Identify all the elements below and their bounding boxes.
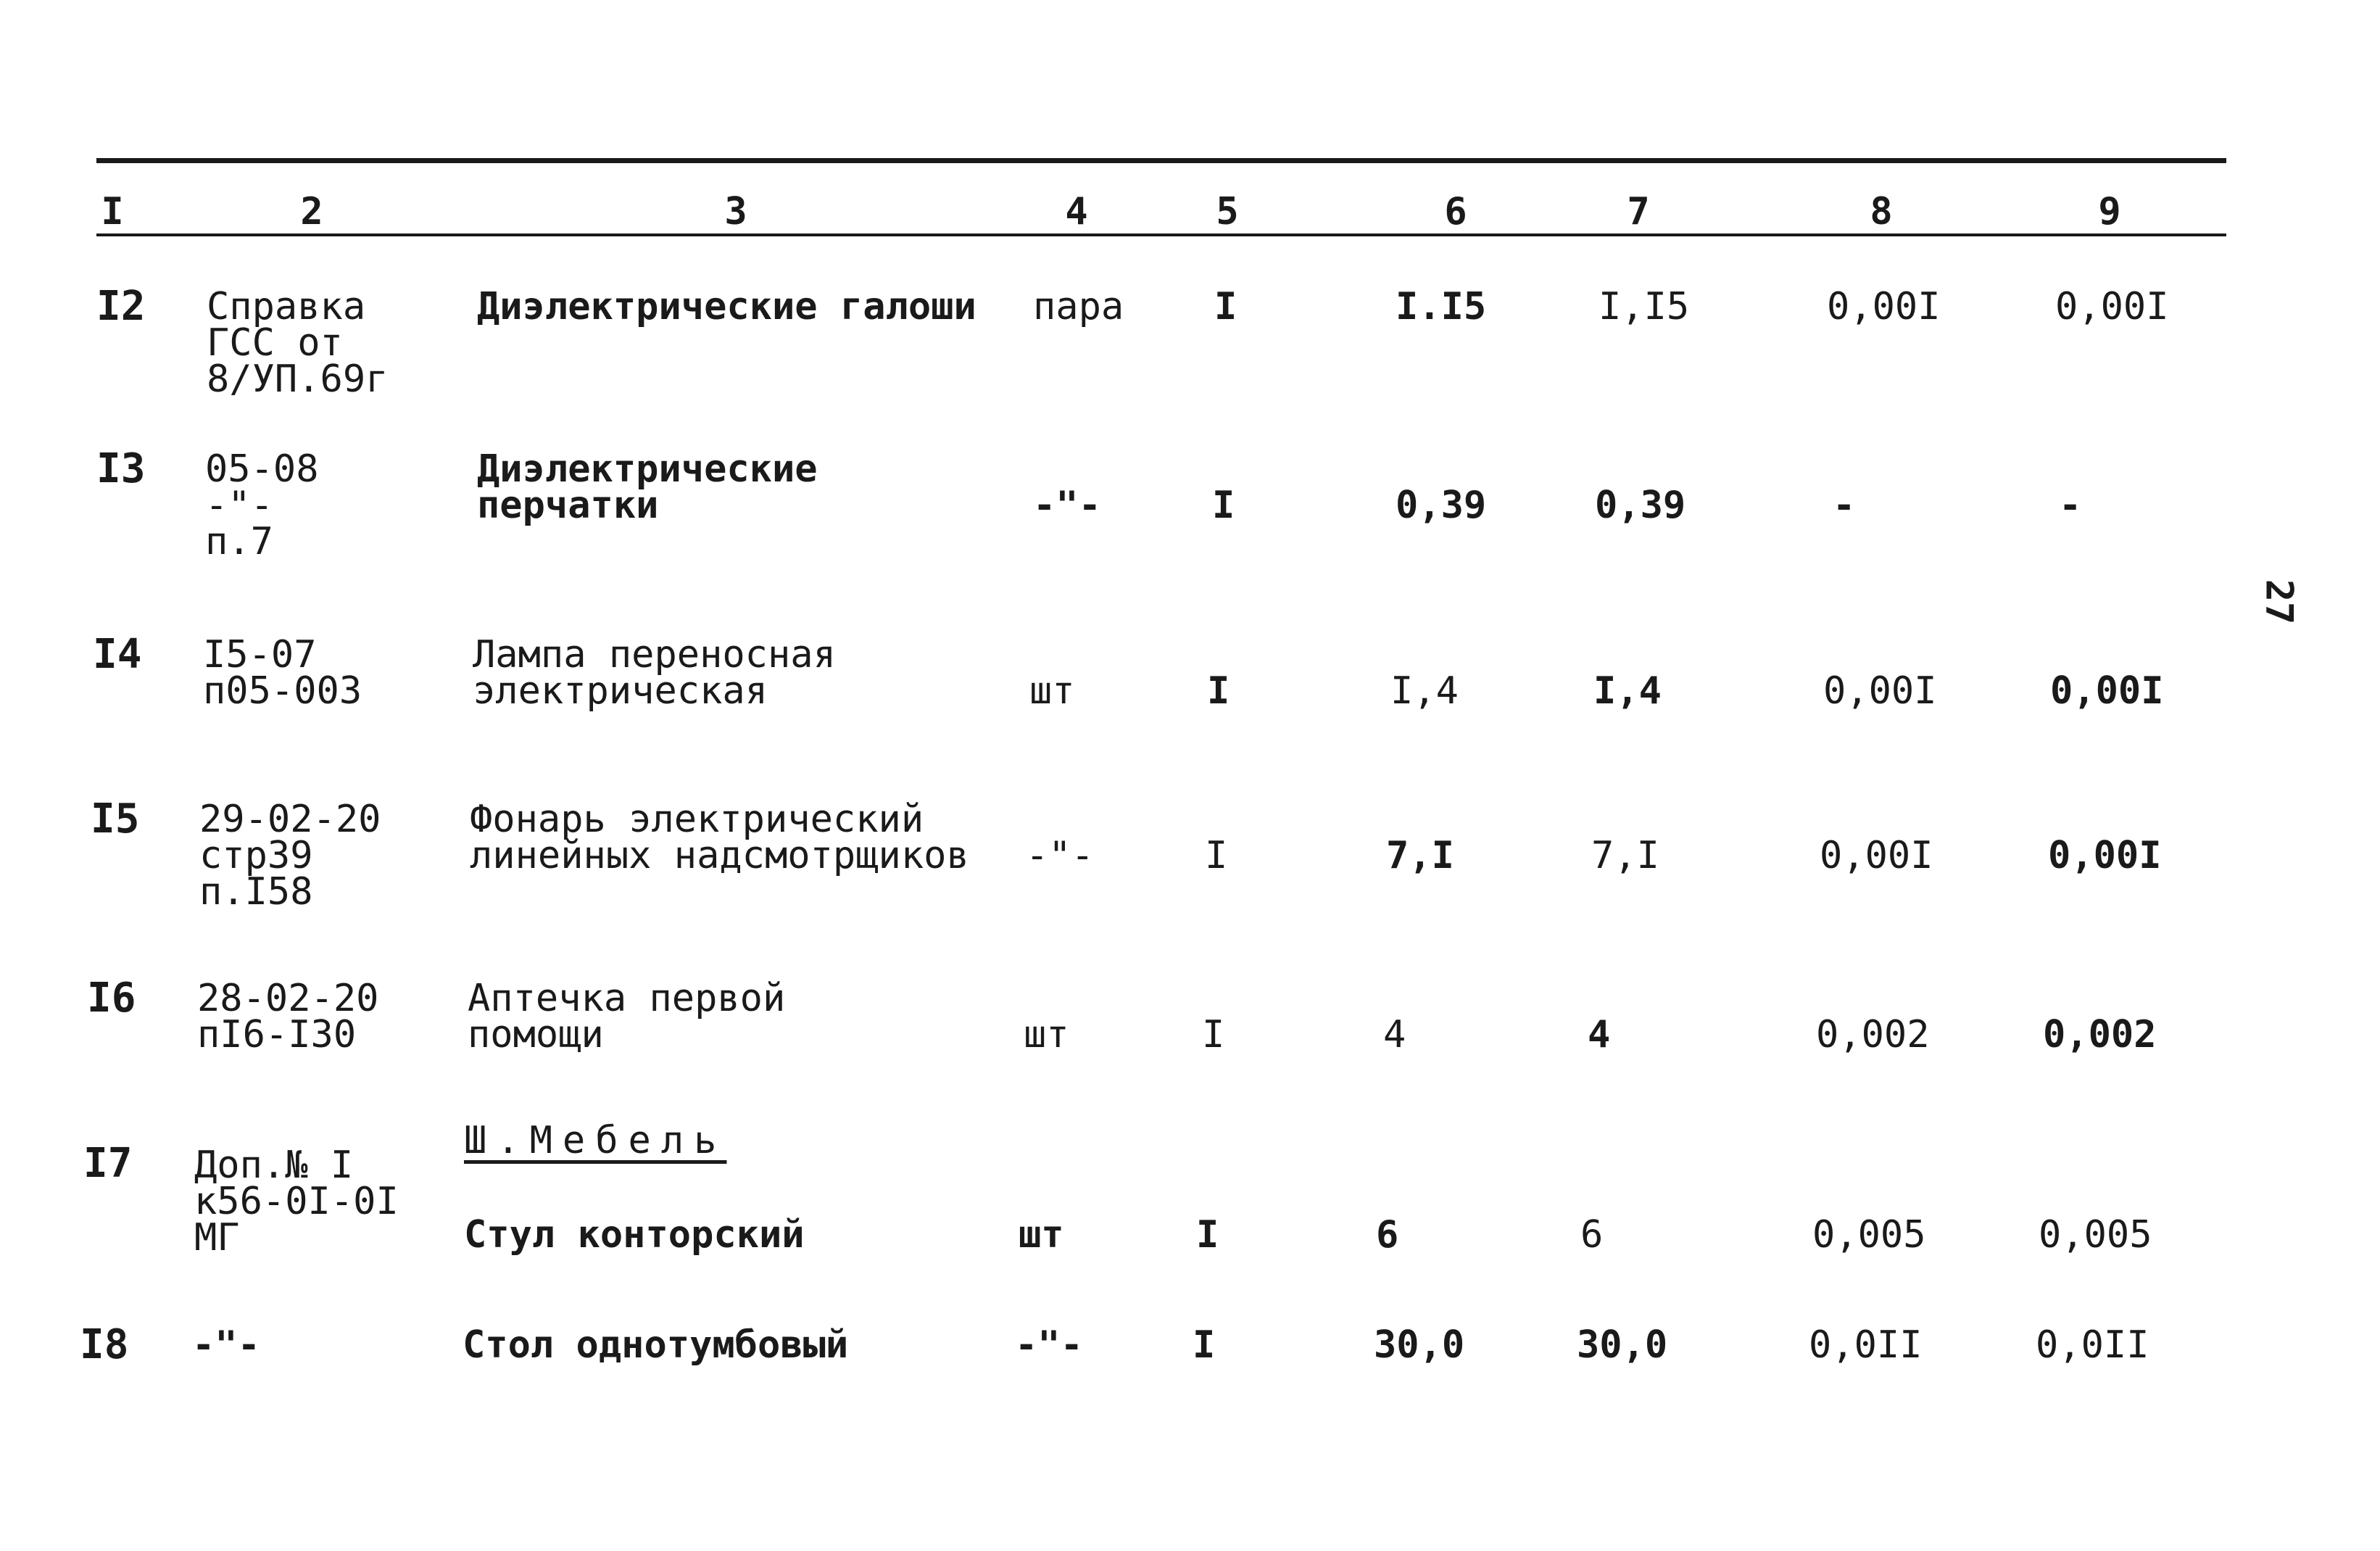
value-col8: 0,00I (1820, 834, 1933, 877)
quantity: I (1212, 484, 1235, 527)
value-col8: 0,00I (1827, 285, 1941, 328)
column-header-1: I (101, 190, 124, 233)
row-number: I5 (91, 795, 140, 843)
unit: шт (1019, 1213, 1064, 1257)
reference: 28-02-20 пI6-I30 (197, 977, 379, 1056)
item-name: Аптечка первой помощи (468, 977, 786, 1056)
value-col6: 30,0 (1374, 1323, 1465, 1367)
column-header-4: 4 (1065, 190, 1088, 233)
reference: 29-02-20 стр39 п.I58 (199, 798, 381, 914)
column-header-9: 9 (2098, 190, 2121, 233)
value-col9: 0,0II (2036, 1323, 2149, 1367)
quantity: I (1214, 285, 1237, 328)
value-col7: 6 (1580, 1213, 1604, 1257)
quantity: I (1196, 1213, 1219, 1257)
value-col6: I,4 (1390, 669, 1459, 713)
reference: -"- (192, 1323, 260, 1367)
item-name: Диэлектрические перчатки (477, 447, 818, 527)
value-col6: 4 (1383, 1013, 1406, 1056)
quantity: I (1193, 1323, 1216, 1367)
value-col7: 4 (1588, 1013, 1611, 1056)
row-number: I6 (87, 975, 136, 1022)
column-header-7: 7 (1627, 190, 1650, 233)
reference: Справка ГСС от 8/УП.69г (207, 285, 389, 401)
row-number: I7 (83, 1140, 133, 1187)
value-col7: I,4 (1593, 669, 1662, 713)
unit: -"- (1015, 1323, 1083, 1367)
reference: 05-08 -"- п.7 (205, 447, 319, 563)
value-col8: - (1833, 484, 1856, 527)
unit: -"- (1026, 834, 1094, 877)
row-number: I8 (80, 1321, 129, 1368)
value-col6: 6 (1376, 1213, 1399, 1257)
item-name: Фонарь электрический линейных надсмотрщиков (470, 798, 969, 877)
row-number: I2 (96, 283, 146, 330)
value-col6: I.I5 (1396, 285, 1487, 328)
unit: шт (1029, 669, 1075, 713)
quantity: I (1202, 1013, 1225, 1056)
quantity: I (1205, 834, 1228, 877)
reference: I5-07 п05-003 (203, 633, 362, 713)
section-heading: Ш.Мебель (464, 1119, 727, 1162)
value-col7: 0,39 (1595, 484, 1686, 527)
value-col7: 7,I (1591, 834, 1659, 877)
value-col8: 0,005 (1812, 1213, 1926, 1257)
value-col9: 0,00I (2050, 669, 2164, 713)
column-header-3: 3 (724, 190, 747, 233)
row-number: I3 (96, 445, 146, 492)
item-name: Стол однотумбовый (463, 1323, 849, 1367)
value-col7: I,I5 (1599, 285, 1690, 328)
column-header-5: 5 (1216, 190, 1239, 233)
value-col9: - (2059, 484, 2082, 527)
unit: шт (1024, 1013, 1069, 1056)
value-col6: 7,I (1386, 834, 1454, 877)
value-col6: 0,39 (1396, 484, 1487, 527)
value-col8: 0,00I (1823, 669, 1937, 713)
value-col8: 0,002 (1816, 1013, 1930, 1056)
value-col8: 0,0II (1809, 1323, 1923, 1367)
quantity: I (1207, 669, 1230, 713)
value-col7: 30,0 (1577, 1323, 1668, 1367)
value-col9: 0,00I (2048, 834, 2162, 877)
item-name: Стул конторский (464, 1213, 805, 1257)
reference: Доп.№ I к56-0I-0I МГ (194, 1143, 399, 1260)
column-header-8: 8 (1870, 190, 1893, 233)
value-col9: 0,00I (2055, 285, 2169, 328)
item-name: Лампа переносная электрическая (473, 633, 836, 713)
row-number: I4 (93, 631, 142, 678)
unit: пара (1033, 285, 1124, 328)
value-col9: 0,005 (2039, 1213, 2152, 1257)
table-header-rule (96, 233, 2226, 236)
item-name: Диэлектрические галоши (477, 285, 977, 328)
value-col9: 0,002 (2043, 1013, 2157, 1056)
page-number: 27 (2257, 579, 2301, 625)
table-top-rule (96, 158, 2226, 163)
column-header-6: 6 (1444, 190, 1467, 233)
column-header-2: 2 (300, 190, 323, 233)
unit: -"- (1033, 484, 1101, 527)
